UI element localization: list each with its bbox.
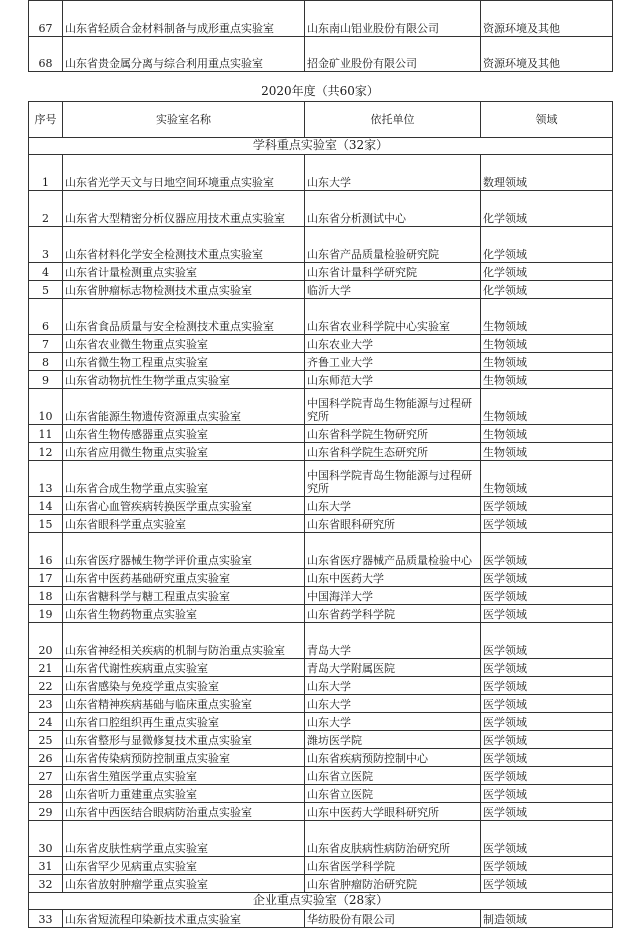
table-row — [29, 371, 613, 389]
lab-name: 山东省肿瘤标志物检测技术重点实验室 — [63, 281, 305, 299]
field: 医学领域 — [481, 677, 613, 695]
table-row — [29, 425, 613, 443]
row-number: 25 — [29, 731, 63, 749]
lab-name: 山东省糖科学与糖工程重点实验室 — [63, 587, 305, 605]
lab-name: 山东省轻质合金材料制备与成形重点实验室 — [63, 1, 305, 37]
host-unit: 青岛大学附属医院 — [305, 659, 481, 677]
lab-name: 山东省生殖医学重点实验室 — [63, 767, 305, 785]
host-unit: 山东省皮肤病性病防治研究所 — [305, 821, 481, 857]
table-row — [29, 857, 613, 875]
lab-name: 山东省中西医结合眼病防治重点实验室 — [63, 803, 305, 821]
table-row — [29, 785, 613, 803]
lab-name: 山东省代谢性疾病重点实验室 — [63, 659, 305, 677]
lab-name: 山东省精神疾病基础与临床重点实验室 — [63, 695, 305, 713]
host-unit: 华纺股份有限公司 — [305, 910, 481, 928]
header-field: 领域 — [481, 102, 613, 138]
table-row — [29, 37, 613, 72]
row-number: 5 — [29, 281, 63, 299]
lab-name: 山东省短流程印染新技术重点实验室 — [63, 910, 305, 928]
field: 生物领域 — [481, 443, 613, 461]
host-unit: 山东省医学科学院 — [305, 857, 481, 875]
table-row — [29, 569, 613, 587]
lab-name: 山东省生物药物重点实验室 — [63, 605, 305, 623]
host-unit: 临沂大学 — [305, 281, 481, 299]
row-number: 4 — [29, 263, 63, 281]
host-unit: 潍坊医学院 — [305, 731, 481, 749]
table-row — [29, 875, 613, 893]
field: 医学领域 — [481, 857, 613, 875]
lab-name: 山东省眼科学重点实验室 — [63, 515, 305, 533]
previous-year-table — [28, 0, 613, 72]
lab-name: 山东省口腔组织再生重点实验室 — [63, 713, 305, 731]
table-row — [29, 281, 613, 299]
table-header — [29, 102, 613, 138]
table-row — [29, 155, 613, 191]
field: 化学领域 — [481, 227, 613, 263]
section-header-discipline — [29, 138, 613, 155]
field: 化学领域 — [481, 263, 613, 281]
table-row — [29, 497, 613, 515]
host-unit: 山东省眼科研究所 — [305, 515, 481, 533]
table-row — [29, 335, 613, 353]
field: 医学领域 — [481, 785, 613, 803]
field: 医学领域 — [481, 605, 613, 623]
table-row — [29, 353, 613, 371]
host-unit: 山东农业大学 — [305, 335, 481, 353]
lab-name: 山东省动物抗性生物学重点实验室 — [63, 371, 305, 389]
lab-name: 山东省贵金属分离与综合利用重点实验室 — [63, 37, 305, 72]
lab-name: 山东省能源生物遗传资源重点实验室 — [63, 389, 305, 425]
host-unit: 中国科学院青岛生物能源与过程研究所 — [305, 389, 481, 425]
section-title: 企业重点实验室（28家） — [29, 893, 613, 910]
table-row — [29, 767, 613, 785]
host-unit: 山东省科学院生态研究所 — [305, 443, 481, 461]
labs-2020-table — [28, 101, 613, 928]
lab-name: 山东省计量检测重点实验室 — [63, 263, 305, 281]
lab-name: 山东省皮肤性病学重点实验室 — [63, 821, 305, 857]
table-row — [29, 263, 613, 281]
row-number: 22 — [29, 677, 63, 695]
lab-name: 山东省材料化学安全检测技术重点实验室 — [63, 227, 305, 263]
row-number: 29 — [29, 803, 63, 821]
row-number: 15 — [29, 515, 63, 533]
table-row — [29, 461, 613, 497]
table-row — [29, 389, 613, 425]
field: 生物领域 — [481, 389, 613, 425]
host-unit: 山东省科学院生物研究所 — [305, 425, 481, 443]
lab-name: 山东省传染病预防控制重点实验室 — [63, 749, 305, 767]
row-number: 18 — [29, 587, 63, 605]
host-unit: 山东大学 — [305, 677, 481, 695]
table-row — [29, 677, 613, 695]
table-row — [29, 821, 613, 857]
lab-name: 山东省食品质量与安全检测技术重点实验室 — [63, 299, 305, 335]
lab-name: 山东省合成生物学重点实验室 — [63, 461, 305, 497]
table-row — [29, 623, 613, 659]
row-number: 68 — [29, 37, 63, 72]
field: 化学领域 — [481, 191, 613, 227]
table-row — [29, 695, 613, 713]
lab-name: 山东省中医药基础研究重点实验室 — [63, 569, 305, 587]
row-number: 31 — [29, 857, 63, 875]
row-number: 11 — [29, 425, 63, 443]
row-number: 3 — [29, 227, 63, 263]
row-number: 16 — [29, 533, 63, 569]
field: 制造领域 — [481, 910, 613, 928]
table-row — [29, 515, 613, 533]
field: 生物领域 — [481, 353, 613, 371]
table-row — [29, 443, 613, 461]
field: 医学领域 — [481, 749, 613, 767]
header-lab-name: 实验室名称 — [63, 102, 305, 138]
field: 生物领域 — [481, 371, 613, 389]
table-caption: 2020年度（共60家） — [261, 84, 379, 98]
field: 医学领域 — [481, 533, 613, 569]
header-host-unit: 依托单位 — [305, 102, 481, 138]
row-number: 9 — [29, 371, 63, 389]
row-number: 17 — [29, 569, 63, 587]
host-unit: 山东师范大学 — [305, 371, 481, 389]
row-number: 33 — [29, 910, 63, 928]
host-unit: 齐鲁工业大学 — [305, 353, 481, 371]
row-number: 21 — [29, 659, 63, 677]
row-number: 1 — [29, 155, 63, 191]
lab-name: 山东省心血管疾病转换医学重点实验室 — [63, 497, 305, 515]
host-unit: 招金矿业股份有限公司 — [305, 37, 481, 72]
lab-name: 山东省罕少见病重点实验室 — [63, 857, 305, 875]
field: 医学领域 — [481, 713, 613, 731]
field: 生物领域 — [481, 335, 613, 353]
header-number: 序号 — [29, 102, 63, 138]
field: 医学领域 — [481, 875, 613, 893]
host-unit: 山东中医药大学 — [305, 569, 481, 587]
host-unit: 山东省疾病预防控制中心 — [305, 749, 481, 767]
host-unit: 山东省分析测试中心 — [305, 191, 481, 227]
table-row — [29, 910, 613, 928]
row-number: 14 — [29, 497, 63, 515]
lab-name: 山东省感染与免疫学重点实验室 — [63, 677, 305, 695]
lab-name: 山东省听力重建重点实验室 — [63, 785, 305, 803]
table-row — [29, 587, 613, 605]
table-row — [29, 605, 613, 623]
host-unit: 山东省立医院 — [305, 785, 481, 803]
field: 医学领域 — [481, 659, 613, 677]
field: 医学领域 — [481, 821, 613, 857]
field: 医学领域 — [481, 803, 613, 821]
field: 医学领域 — [481, 731, 613, 749]
host-unit: 山东省药学科学院 — [305, 605, 481, 623]
host-unit: 山东省农业科学院中心实验室 — [305, 299, 481, 335]
table-row — [29, 803, 613, 821]
row-number: 7 — [29, 335, 63, 353]
row-number: 23 — [29, 695, 63, 713]
lab-name: 山东省神经相关疾病的机制与防治重点实验室 — [63, 623, 305, 659]
table-row — [29, 713, 613, 731]
table-row — [29, 731, 613, 749]
row-number: 12 — [29, 443, 63, 461]
field: 医学领域 — [481, 767, 613, 785]
section-header-enterprise — [29, 893, 613, 910]
lab-name: 山东省放射肿瘤学重点实验室 — [63, 875, 305, 893]
row-number: 32 — [29, 875, 63, 893]
host-unit: 山东中医药大学眼科研究所 — [305, 803, 481, 821]
row-number: 26 — [29, 749, 63, 767]
lab-name: 山东省应用微生物重点实验室 — [63, 443, 305, 461]
host-unit: 山东大学 — [305, 497, 481, 515]
host-unit: 山东大学 — [305, 713, 481, 731]
field: 医学领域 — [481, 497, 613, 515]
host-unit: 山东大学 — [305, 695, 481, 713]
field: 医学领域 — [481, 623, 613, 659]
lab-name: 山东省光学天文与日地空间环境重点实验室 — [63, 155, 305, 191]
lab-name: 山东省大型精密分析仪器应用技术重点实验室 — [63, 191, 305, 227]
row-number: 20 — [29, 623, 63, 659]
host-unit: 山东南山铝业股份有限公司 — [305, 1, 481, 37]
table-row — [29, 191, 613, 227]
row-number: 67 — [29, 1, 63, 37]
host-unit: 山东省肿瘤防治研究院 — [305, 875, 481, 893]
table-row — [29, 659, 613, 677]
field: 数理领域 — [481, 155, 613, 191]
field: 化学领域 — [481, 281, 613, 299]
row-number: 19 — [29, 605, 63, 623]
field: 医学领域 — [481, 515, 613, 533]
host-unit: 山东大学 — [305, 155, 481, 191]
table-row — [29, 299, 613, 335]
field: 生物领域 — [481, 461, 613, 497]
lab-name: 山东省医疗器械生物学评价重点实验室 — [63, 533, 305, 569]
row-number: 6 — [29, 299, 63, 335]
table-row — [29, 533, 613, 569]
host-unit: 山东省医疗器械产品质量检验中心 — [305, 533, 481, 569]
table-row — [29, 227, 613, 263]
row-number: 2 — [29, 191, 63, 227]
host-unit: 山东省计量科学研究院 — [305, 263, 481, 281]
table-row — [29, 749, 613, 767]
row-number: 28 — [29, 785, 63, 803]
host-unit: 中国海洋大学 — [305, 587, 481, 605]
row-number: 27 — [29, 767, 63, 785]
row-number: 24 — [29, 713, 63, 731]
host-unit: 中国科学院青岛生物能源与过程研究所 — [305, 461, 481, 497]
section-title: 学科重点实验室（32家） — [29, 138, 613, 155]
field: 医学领域 — [481, 587, 613, 605]
field: 资源环境及其他 — [481, 37, 613, 72]
field: 生物领域 — [481, 299, 613, 335]
table-row — [29, 1, 613, 37]
lab-name: 山东省生物传感器重点实验室 — [63, 425, 305, 443]
field: 生物领域 — [481, 425, 613, 443]
host-unit: 青岛大学 — [305, 623, 481, 659]
row-number: 10 — [29, 389, 63, 425]
row-number: 13 — [29, 461, 63, 497]
field: 医学领域 — [481, 695, 613, 713]
field: 医学领域 — [481, 569, 613, 587]
lab-name: 山东省微生物工程重点实验室 — [63, 353, 305, 371]
lab-name: 山东省农业微生物重点实验室 — [63, 335, 305, 353]
lab-name: 山东省整形与显微修复技术重点实验室 — [63, 731, 305, 749]
host-unit: 山东省产品质量检验研究院 — [305, 227, 481, 263]
field: 资源环境及其他 — [481, 1, 613, 37]
row-number: 30 — [29, 821, 63, 857]
host-unit: 山东省立医院 — [305, 767, 481, 785]
row-number: 8 — [29, 353, 63, 371]
